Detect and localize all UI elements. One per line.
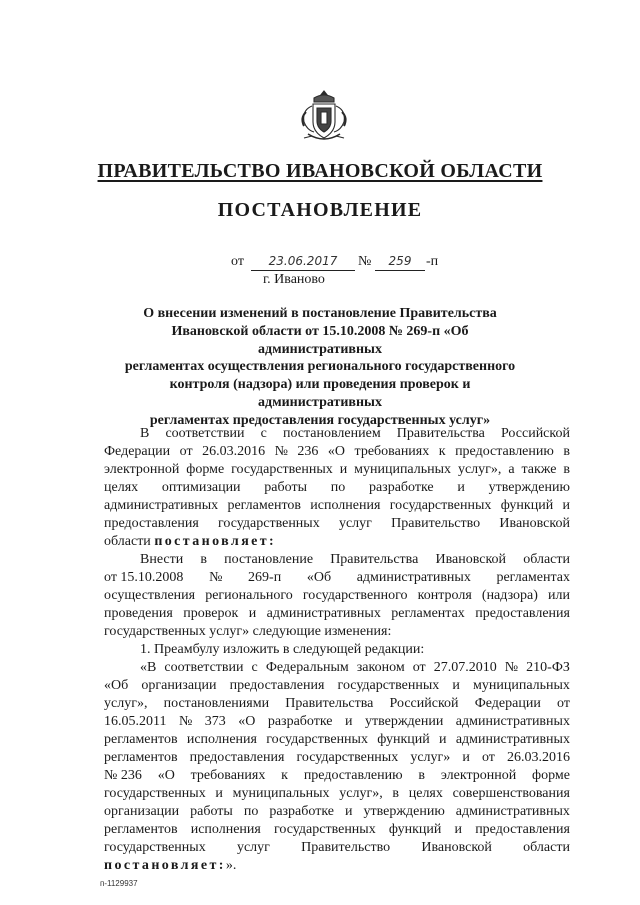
word: и (454, 822, 463, 837)
word: постановлением (282, 426, 381, 441)
word: административных (356, 570, 471, 585)
word: функций (388, 822, 442, 837)
word: № 236 (104, 768, 142, 783)
word: регламентов (104, 822, 178, 837)
word: и (462, 750, 470, 765)
body-line (104, 569, 570, 587)
word: 26.03.2016 (202, 444, 266, 459)
word: № (209, 570, 223, 585)
word: в (563, 462, 570, 477)
word: услуг», (104, 696, 148, 711)
quote-line (104, 731, 570, 749)
word: «Об (306, 570, 332, 585)
word: области (523, 840, 570, 855)
word: требованиях (190, 768, 266, 783)
subject-line: контроля (надзора) или проведения проверок и административных (169, 377, 471, 410)
word: Правительства (396, 426, 485, 441)
word: услуг (338, 516, 372, 531)
word: и (339, 462, 348, 477)
word: организации (104, 804, 180, 819)
body-line (104, 533, 276, 551)
word: и (344, 804, 353, 819)
subject-line: О внесении изменений в постановление Правительства (143, 306, 497, 321)
subject-line: регламентах предоставления государственных услуг» (149, 412, 491, 428)
word: постановлениями (163, 696, 270, 711)
word: а (508, 462, 515, 477)
quote-line (104, 677, 570, 695)
word: Федерации (104, 444, 171, 459)
body-line (140, 551, 570, 569)
number-value: 259 (375, 254, 425, 271)
word: и (215, 786, 223, 801)
word: регламентов (104, 732, 178, 747)
body-line (104, 587, 570, 605)
word: предоставлению (303, 768, 403, 783)
word: от (481, 750, 495, 765)
word: от (179, 444, 193, 459)
word: Внести (140, 552, 184, 567)
word: в (418, 768, 426, 783)
document-code: п-1129937 (100, 879, 138, 888)
word: и (439, 732, 447, 747)
word: форме (532, 768, 570, 783)
word: законом (356, 660, 405, 675)
body-line: государственных услуг» следующие изменения: (104, 624, 392, 639)
word: регламентов (104, 750, 178, 765)
word: и (457, 480, 465, 495)
word: 210-ФЗ (526, 660, 570, 675)
quote-line (104, 803, 570, 821)
word: функций (377, 732, 430, 747)
quote-line (104, 767, 570, 785)
word: утверждении (364, 714, 444, 729)
word: в (563, 444, 570, 459)
word: услуг», (339, 786, 383, 801)
word: от (557, 696, 570, 711)
body-line (104, 479, 570, 497)
word: Российской (389, 696, 459, 711)
word: государственных (266, 732, 368, 747)
quote-line (104, 857, 236, 875)
word: разработке (368, 480, 434, 495)
word: государственных (274, 822, 376, 837)
word: также (521, 462, 557, 477)
list-item: 1. Преамбулу изложить в следующей редакции: (140, 642, 425, 657)
word: области (523, 552, 570, 567)
word: государственных (104, 786, 206, 801)
word: Ивановской (499, 516, 570, 531)
document-type: ПОСТАНОВЛЕНИЕ (217, 199, 423, 221)
word: по (243, 804, 259, 819)
word: требованиях (354, 444, 430, 459)
word: Правительство (391, 516, 481, 531)
word: Ивановской (435, 552, 507, 567)
date-value: 23.06.2017 (251, 254, 355, 271)
word: регламентах (391, 606, 465, 621)
word: регламентов (227, 498, 301, 513)
word: утверждению (488, 480, 570, 495)
word: «О (157, 768, 175, 783)
word: предоставлению (455, 444, 554, 459)
date-number-line (231, 254, 461, 274)
number-sign: № (358, 254, 372, 269)
word: муниципальных (473, 678, 570, 693)
word: 373 (204, 714, 226, 729)
word: разработке (269, 804, 334, 819)
word: предоставления (189, 750, 285, 765)
quote-line (104, 749, 570, 767)
word: государственных (104, 840, 206, 855)
word: № (274, 444, 288, 459)
word: государственных (296, 750, 399, 765)
word: в (200, 552, 207, 567)
word: 27.07.2010 (433, 660, 497, 675)
decree-keyword: постановляет: (154, 534, 277, 549)
word: административных (455, 714, 570, 729)
quote-line (104, 785, 570, 803)
word: с (251, 660, 258, 675)
word: от 15.10.2008 (104, 570, 184, 585)
word: целях (408, 786, 443, 801)
word: 16.05.2011 (104, 714, 167, 729)
word: исполнения (310, 498, 381, 513)
body-line (104, 497, 570, 515)
word: работы (190, 804, 233, 819)
word: «О (327, 444, 346, 459)
body-line (104, 443, 570, 461)
word: с (260, 426, 267, 441)
word: предоставления (475, 606, 570, 621)
word: муниципальных (232, 786, 330, 801)
word: исполнения (186, 732, 257, 747)
word: муниципальных (354, 462, 452, 477)
word: по (330, 480, 346, 495)
word: государственных (231, 462, 333, 477)
word: № (504, 660, 519, 675)
org-title: ПРАВИТЕЛЬСТВО ИВАНОВСКОЙ ОБЛАСТИ (97, 160, 543, 182)
word: услуг (236, 840, 270, 855)
word: (надзора) (481, 588, 538, 603)
word: от (412, 660, 426, 675)
document-subject (118, 305, 522, 430)
word: соответствии (164, 660, 244, 675)
word: электронной (104, 462, 180, 477)
body-line (140, 425, 570, 443)
date-prefix: от (231, 254, 244, 269)
word: оптимизации (161, 480, 241, 495)
word: предоставления (475, 822, 570, 837)
word: административных (455, 804, 570, 819)
word: регламентах (496, 570, 570, 585)
word: 26.03.2016 (506, 750, 570, 765)
word: В (140, 426, 150, 441)
word: Российской (500, 426, 570, 441)
word: государственных (337, 678, 440, 693)
word: Ивановской (421, 840, 492, 855)
body-line (104, 605, 570, 623)
word: регионального (205, 588, 293, 603)
word: и (248, 606, 257, 621)
word: осуществления (104, 588, 196, 603)
word: государственных (218, 516, 320, 531)
word: и (452, 678, 460, 693)
word: форме (186, 462, 225, 477)
quote-line (104, 695, 570, 713)
word: и (562, 498, 570, 513)
quote-closing: ». (225, 858, 237, 873)
quote-line (104, 713, 570, 731)
subject-line: регламентах осуществления регионального государственного (124, 359, 516, 375)
word: 269-п (248, 570, 282, 585)
subject-line: Ивановской области от 15.10.2008 № 269-п «Об административных (171, 323, 469, 357)
word: и (345, 714, 353, 729)
word: или (548, 588, 570, 603)
word: административных (266, 606, 381, 621)
word: Правительства (330, 552, 419, 567)
word: к (438, 444, 446, 459)
word: административных (104, 498, 219, 513)
word: 236 (297, 444, 319, 459)
quote-line (104, 821, 570, 839)
word: совершенствования (452, 786, 570, 801)
word: государственных (389, 498, 492, 513)
word: в (392, 786, 400, 801)
word: Правительства (285, 696, 374, 711)
word: постановление (224, 552, 314, 567)
decree-keyword: постановляет: (104, 858, 226, 873)
coat-of-arms-icon (298, 88, 350, 146)
word: работы (264, 480, 307, 495)
word: разработке (267, 714, 333, 729)
body-text: области (104, 534, 151, 549)
city: г. Иваново (263, 272, 325, 287)
body-line (104, 461, 570, 479)
word: электронной (440, 768, 517, 783)
word: «Об (104, 678, 129, 693)
word: Федеральным (265, 660, 349, 675)
word: утверждению (363, 804, 445, 819)
word: организации (141, 678, 217, 693)
word: Федерации (474, 696, 541, 711)
word: «О (238, 714, 256, 729)
word: государственного (302, 588, 408, 603)
quote-line (104, 839, 570, 857)
word: исполнения (190, 822, 261, 837)
word: Правительство (301, 840, 391, 855)
quote-line (140, 659, 570, 677)
body-line (104, 515, 570, 533)
word: соответствии (165, 426, 245, 441)
word: к (281, 768, 288, 783)
word: предоставления (104, 516, 199, 531)
word: проверок (183, 606, 239, 621)
word: контроля (417, 588, 472, 603)
word: услуг» (410, 750, 451, 765)
word: целях (104, 480, 139, 495)
word: функций (500, 498, 554, 513)
word: «В (140, 660, 157, 675)
word: предоставления (229, 678, 325, 693)
word: услуг», (457, 462, 502, 477)
number-suffix: -п (426, 254, 439, 269)
word: № (178, 714, 193, 729)
word: проведения (104, 606, 173, 621)
word: административных (455, 732, 570, 747)
